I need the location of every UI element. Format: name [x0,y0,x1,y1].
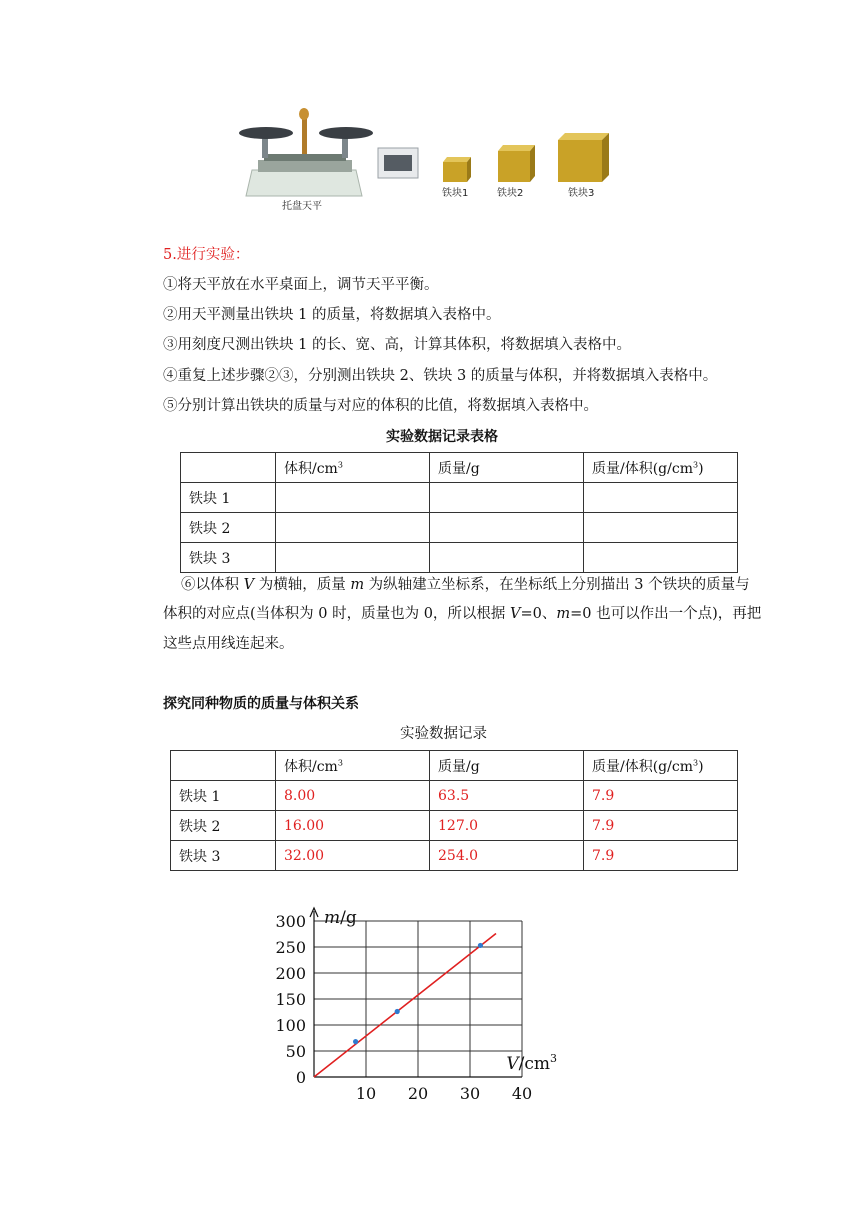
table-row: 铁块 3 [181,543,738,573]
section-title: 探究同种物质的质量与体积关系 [163,696,359,712]
y-tick-label: 200 [275,964,306,983]
apparatus-figure [238,100,618,218]
x-axis-label: $V/cm^3$ [506,1052,558,1074]
step-1: ①将天平放在水平桌面上，调节天平平衡。 [163,277,439,293]
y-axis-label: m/g [324,908,357,928]
block-label-3: 铁块3 [568,188,595,199]
y-tick-label: 100 [275,1016,306,1035]
x-tick-label: 20 [407,1084,429,1103]
step-6-line1: ⑥以体积 V 为横轴，质量 m 为纵轴建立坐标系，在坐标纸上分别描出 3 个铁块的质量与 [181,577,750,593]
step-6-line3: 这些点用线连起来。 [163,636,294,652]
data-point [395,1009,400,1014]
block-label-1: 铁块1 [442,188,469,199]
header-mass: 质量/g [430,453,584,483]
step-2: ②用天平测量出铁块 1 的质量，将数据填入表格中。 [163,307,501,323]
table-header-row [171,751,738,781]
data-table-filled [170,750,738,871]
table-row: 铁块 2 16.00 127.0 7.9 [171,811,738,841]
step-6-line2: 体积的对应点(当体积为 0 时，质量也为 0，所以根据 V=0、m=0 也可以作出一个点)，再把 [163,606,762,622]
table-row: 铁块 3 32.00 254.0 7.9 [171,841,738,871]
y-tick-label: 0 [295,1068,306,1087]
step-4: ④重复上述步骤②③，分别测出铁块 2、铁块 3 的质量与体积，并将数据填入表格中。 [163,368,718,384]
mass-volume-chart [260,895,600,1110]
header-volume: 体积$/cm^3$ [276,751,430,781]
y-tick-label: 50 [285,1042,306,1061]
header-mass: 质量/g [430,751,584,781]
table-row: 铁块 2 [181,513,738,543]
header-ratio: 质量/体积$(g/cm^3)$ [584,751,738,781]
fit-line [314,933,496,1077]
table-header-row [181,453,738,483]
x-tick-label: 30 [459,1084,481,1103]
balance-label: 托盘天平 [282,201,322,212]
block-label-2: 铁块2 [497,188,524,199]
y-tick-label: 300 [275,912,306,931]
x-tick-label: 40 [511,1084,533,1103]
data-point [353,1039,358,1044]
y-tick-label: 150 [275,990,306,1009]
table-row: 铁块 1 8.00 63.5 7.9 [171,781,738,811]
step-3: ③用刻度尺测出铁块 1 的长、宽、高，计算其体积，将数据填入表格中。 [163,337,631,353]
y-tick-label: 250 [275,938,306,957]
x-tick-label: 10 [355,1084,377,1103]
section5-heading: 5.进行实验： [163,247,250,263]
data-table-empty [180,452,738,573]
table2-title: 实验数据记录 [400,726,487,742]
step-5: ⑤分别计算出铁块的质量与对应的体积的比值，将数据填入表格中。 [163,398,598,414]
header-ratio: 质量/体积$(g/cm^3)$ [584,453,738,483]
table-row: 铁块 1 [181,483,738,513]
data-point [478,943,483,948]
header-volume: 体积$/cm^3$ [276,453,430,483]
table1-title: 实验数据记录表格 [386,429,498,445]
